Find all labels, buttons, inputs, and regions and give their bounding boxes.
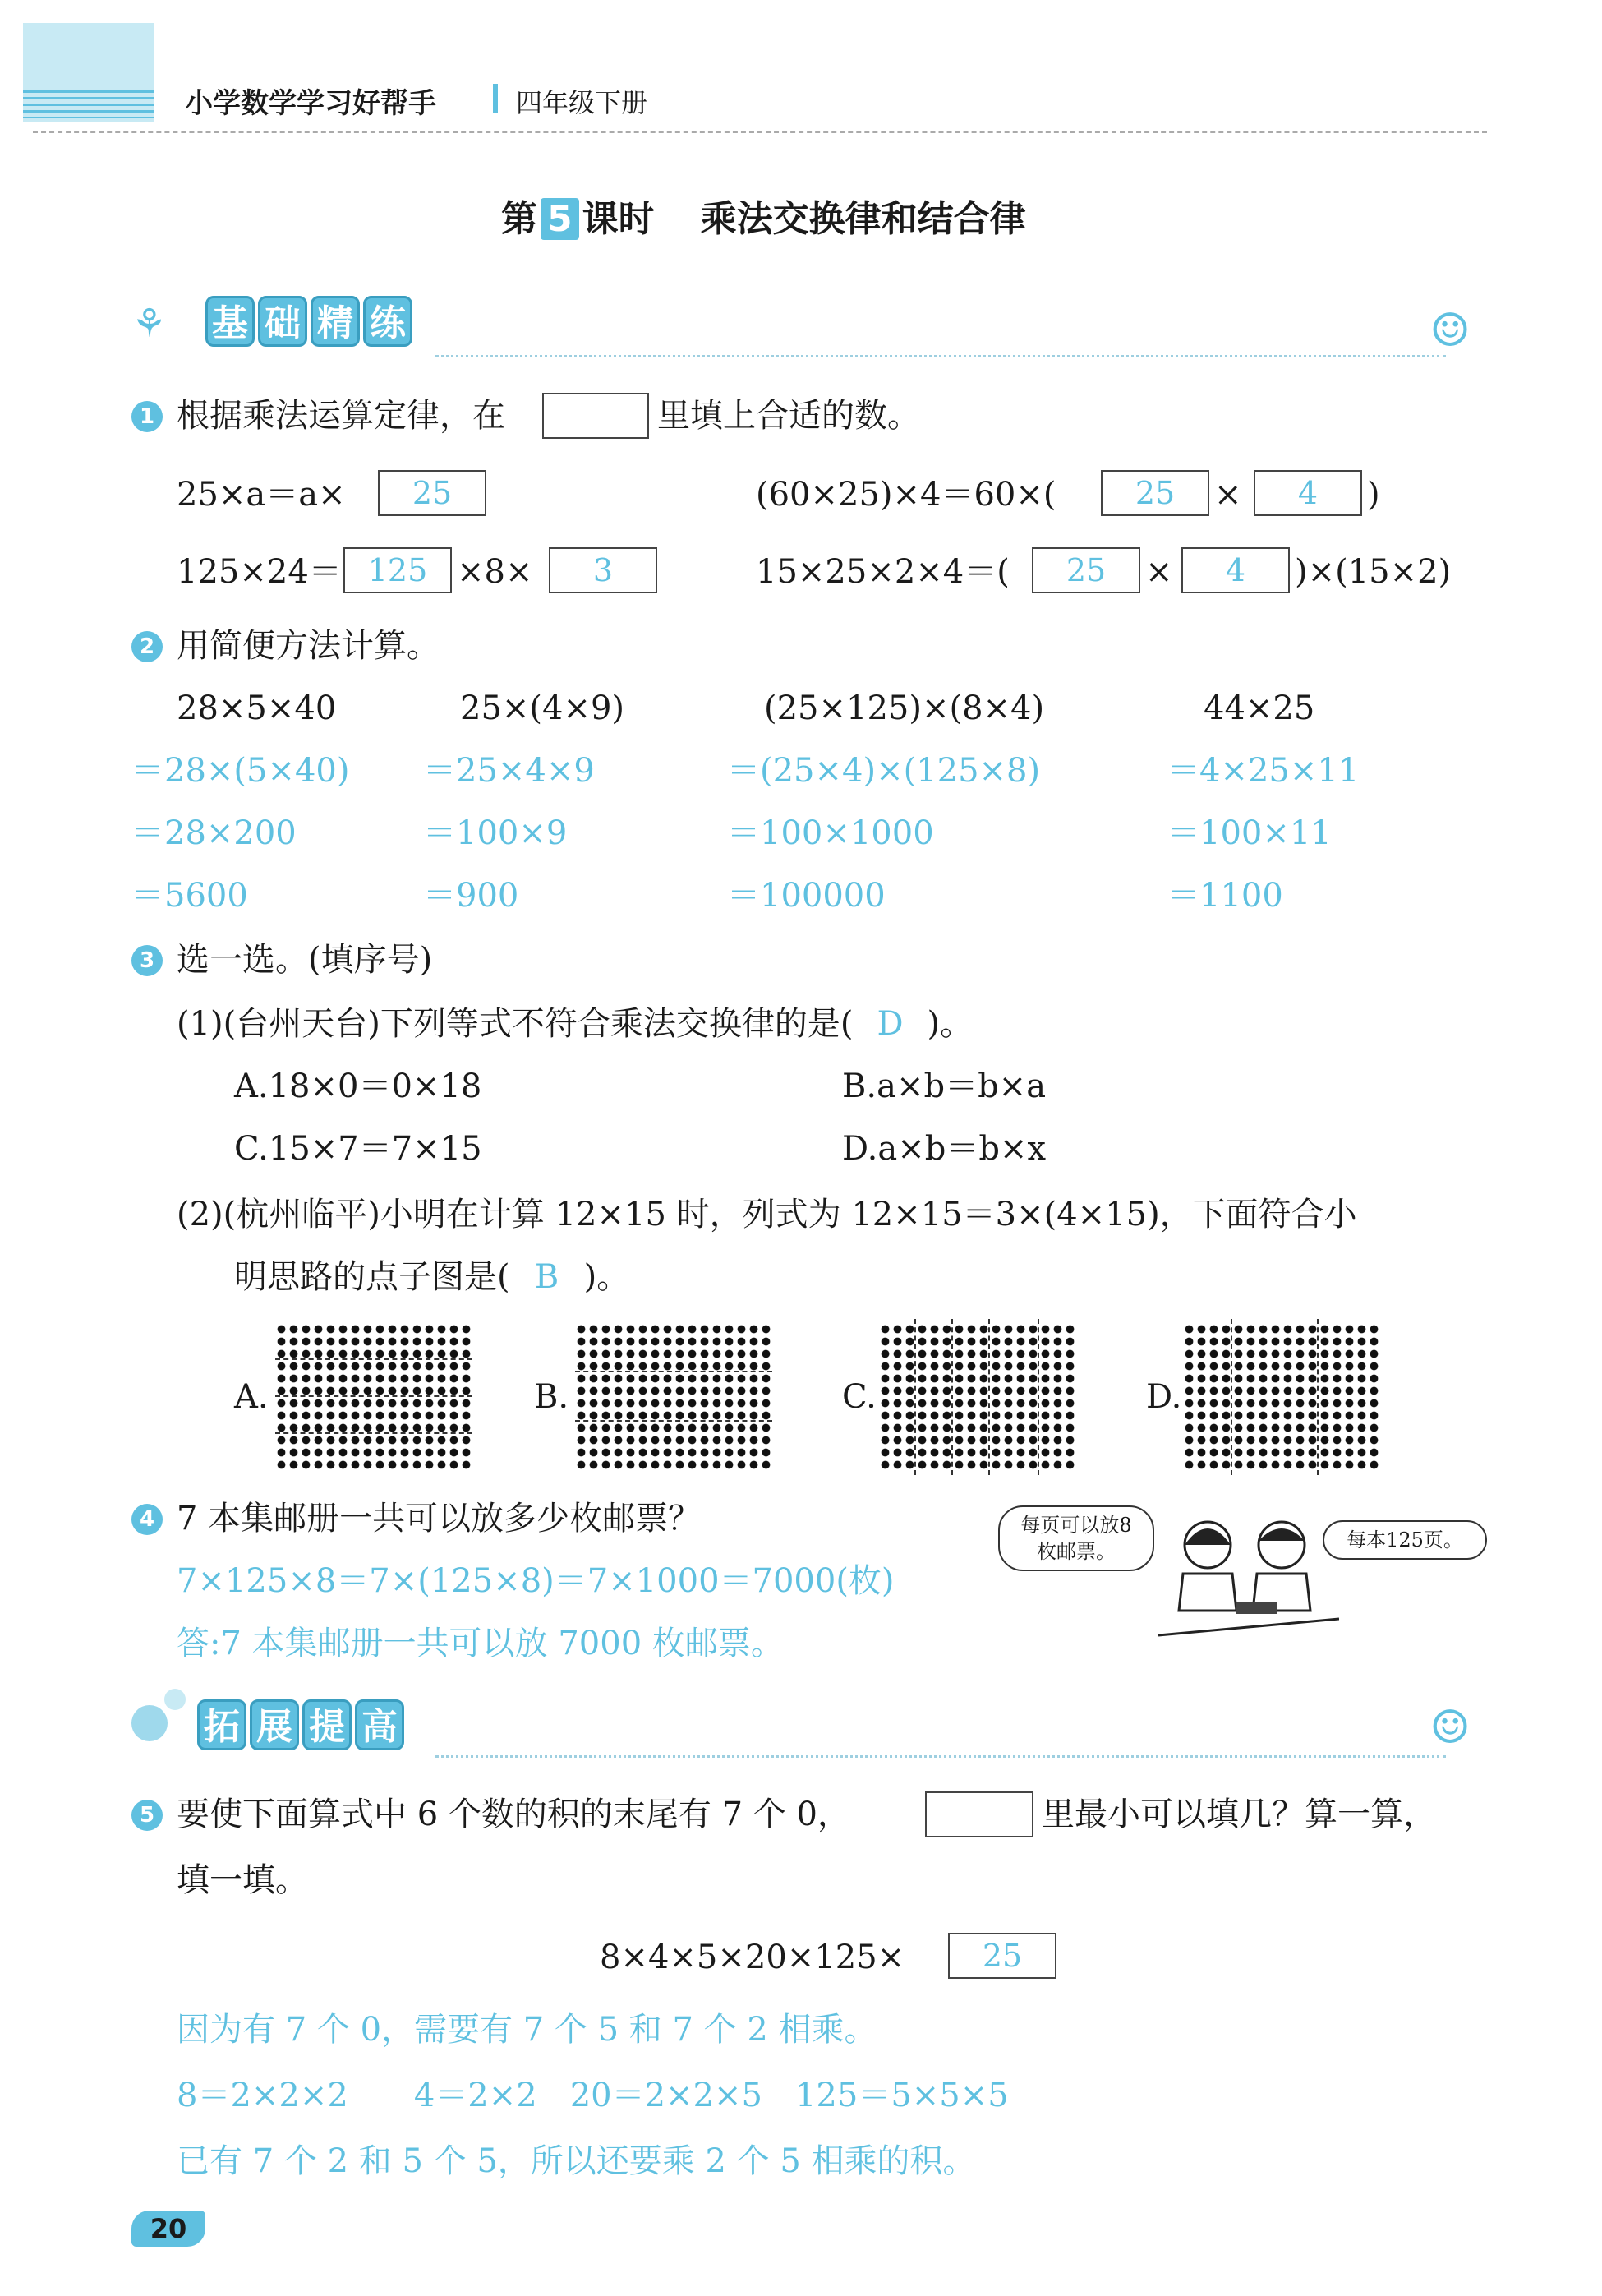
header-stripes	[23, 90, 154, 118]
q5-prompt-a: 要使下面算式中 6 个数的积的末尾有 7 个 0，	[177, 1796, 850, 1833]
section-extend-char: 展	[250, 1699, 299, 1750]
q5-reason3: 已有 7 个 2 和 5 个 5，所以还要乘 2 个 5 相乘的积。	[177, 2142, 976, 2180]
q2-col3-step2: ＝100×1000	[727, 814, 934, 852]
q5-answer: 25	[948, 1933, 1056, 1979]
dot-label-d: D.	[1146, 1378, 1182, 1416]
q1-row2-right-answer2: 4	[1181, 547, 1290, 593]
dot-grid-d-divider	[1317, 1319, 1319, 1475]
children-illustration	[1158, 1512, 1339, 1644]
q2-col2-step3: ＝900	[423, 877, 519, 915]
q2-col4-expr: 44×25	[1204, 689, 1315, 727]
q1-row2-right-answer1: 25	[1032, 547, 1140, 593]
section-basic-char: 精	[311, 296, 360, 347]
q3-sub1-answer: D	[877, 1005, 904, 1043]
q2-col1-step3: ＝5600	[131, 877, 248, 915]
q1-row1-right-mid: ×	[1214, 476, 1242, 514]
dot-grid-a	[275, 1323, 472, 1471]
q1-row2-left-answer2: 3	[549, 547, 657, 593]
q1-row1-right-a: (60×25)×4＝60×(	[756, 476, 1056, 514]
q5-prompt-c: 填一填。	[177, 1861, 308, 1899]
dot-grid-c-divider	[951, 1319, 953, 1475]
dot-label-b: B.	[534, 1378, 569, 1416]
page-number: 20	[131, 2211, 205, 2247]
q5-expression: 8×4×5×20×125×	[600, 1939, 905, 1976]
grade-label: 四年级下册	[516, 87, 648, 118]
q3-sub2-a: 明思路的点子图是(	[234, 1258, 510, 1296]
section-extend-char: 拓	[197, 1699, 246, 1750]
q3-sub2-answer: B	[534, 1258, 559, 1296]
q3-sub2-line1: (2)(杭州临平)小明在计算 12×15 时，列式为 12×15＝3×(4×15)，下面符合小	[177, 1196, 1357, 1233]
lesson-prefix: 第	[501, 198, 537, 240]
dot-grid-c-divider	[1038, 1319, 1039, 1475]
q1-row2-right-end: )×(15×2)	[1295, 553, 1452, 591]
dot-grid-a-divider	[275, 1395, 472, 1397]
q3-number: 3	[131, 945, 163, 976]
dot-grid-d-divider	[1231, 1319, 1232, 1475]
q2-col4-step2: ＝100×11	[1167, 814, 1332, 852]
speech-bubble-left: 每页可以放8枚邮票。	[998, 1505, 1154, 1571]
dot-grid-c-divider	[914, 1319, 916, 1475]
section-extend-rule	[435, 1755, 1446, 1758]
q5-prompt-b: 里最小可以填几？算一算，	[1042, 1796, 1436, 1833]
q2-col1-expr: 28×5×40	[177, 689, 337, 727]
section-basic-badge	[205, 296, 412, 347]
q2-col3-step3: ＝100000	[727, 877, 886, 915]
dot-grid-a-divider	[275, 1432, 472, 1434]
q3-sub1-text	[177, 1003, 973, 1045]
q2-col2-step1: ＝25×4×9	[423, 752, 595, 790]
q1-number: 1	[131, 401, 163, 432]
q1-row2-left-answer1: 125	[343, 547, 452, 593]
section-extend-char: 高	[355, 1699, 404, 1750]
q3-option-b: B.a×b＝b×a	[842, 1067, 1047, 1105]
runner-icon: ☺	[1429, 1701, 1471, 1754]
lesson-name: 乘法交换律和结合律	[700, 198, 1026, 240]
q2-col1-step2: ＝28×200	[131, 814, 297, 852]
runner-icon: ☺	[1429, 304, 1471, 357]
q3-sub1-a: (1)(台州天台)下列等式不符合乘法交换律的是(	[177, 1005, 854, 1043]
q1-prompt-b: 里填上合适的数。	[657, 397, 920, 435]
q3-sub2-b: )。	[583, 1258, 630, 1296]
q2-col1-step1: ＝28×(5×40)	[131, 752, 350, 790]
speech-bubble-right: 每本125页。	[1323, 1520, 1487, 1560]
q2-col4-step1: ＝4×25×11	[1167, 752, 1360, 790]
q3-option-c: C.15×7＝7×15	[234, 1130, 482, 1168]
q3-sub2-line2	[234, 1256, 629, 1298]
dot-grid-b-divider	[575, 1371, 772, 1372]
lesson-title	[501, 189, 1026, 242]
q1-row2-right-a: 15×25×2×4＝(	[756, 553, 1010, 591]
dot-grid-d	[1183, 1323, 1380, 1471]
q3-prompt: 选一选。(填序号)	[177, 941, 433, 979]
q5-reason2: 8＝2×2×2 4＝2×2 20＝2×2×5 125＝5×5×5	[177, 2077, 1009, 2114]
q5-number: 5	[131, 1800, 163, 1831]
lesson-suffix: 课时	[582, 198, 655, 240]
lesson-number: 5	[541, 198, 579, 240]
section-extend-badge	[197, 1699, 404, 1750]
q2-prompt: 用简便方法计算。	[177, 627, 440, 665]
q1-row1-right-answer2: 4	[1254, 470, 1362, 516]
header-separator	[493, 84, 498, 113]
dot-grid-c-divider	[988, 1319, 990, 1475]
q1-row1-left-answer: 25	[378, 470, 486, 516]
dot-grid-b	[575, 1323, 772, 1471]
section-basic-char: 练	[363, 296, 412, 347]
book-title: 小学数学学习好帮手	[185, 87, 436, 120]
dot-label-a: A.	[234, 1378, 269, 1416]
q1-row1-right-answer1: 25	[1101, 470, 1209, 516]
q4-work: 7×125×8＝7×(125×8)＝7×1000＝7000(枚)	[177, 1562, 895, 1600]
section-basic-char: 础	[258, 296, 307, 347]
dot-grid-c	[879, 1323, 1076, 1471]
q1-row2-left-mid: ×8×	[457, 553, 533, 591]
q4-number: 4	[131, 1504, 163, 1535]
q1-row2-left-a: 125×24＝	[177, 553, 342, 591]
section-extend-char: 提	[302, 1699, 352, 1750]
q2-col3-step1: ＝(25×4)×(125×8)	[727, 752, 1041, 790]
header-divider	[33, 131, 1487, 133]
q2-number: 2	[131, 631, 163, 662]
q1-row1-left-expr: 25×a＝a×	[177, 476, 346, 514]
q3-option-a: A.18×0＝0×18	[234, 1067, 482, 1105]
q2-col3-expr: (25×125)×(8×4)	[764, 689, 1045, 727]
q2-col4-step3: ＝1100	[1167, 877, 1283, 915]
q4-prompt: 7 本集邮册一共可以放多少枚邮票？	[177, 1500, 702, 1538]
sprout-icon: ⚘	[131, 301, 168, 347]
q2-col2-step2: ＝100×9	[423, 814, 568, 852]
dot-grid-a-divider	[275, 1358, 472, 1360]
q3-sub1-b: )。	[927, 1005, 974, 1043]
q1-row2-right-mid: ×	[1145, 553, 1173, 591]
dot-grid-b-divider	[575, 1420, 772, 1422]
q1-prompt-a: 根据乘法运算定律，在	[177, 397, 505, 435]
q3-option-d: D.a×b＝b×x	[842, 1130, 1047, 1168]
section-basic-char: 基	[205, 296, 255, 347]
q4-answer: 答:7 本集邮册一共可以放 7000 枚邮票。	[177, 1625, 784, 1662]
q2-col2-expr: 25×(4×9)	[460, 689, 625, 727]
q5-reason1: 因为有 7 个 0，需要有 7 个 5 和 7 个 2 相乘。	[177, 2011, 877, 2049]
q1-sample-box	[542, 393, 649, 439]
q5-sample-box	[925, 1791, 1033, 1837]
section-basic-rule	[435, 355, 1446, 357]
dot-label-c: C.	[842, 1378, 877, 1416]
q1-row1-right-end: )	[1367, 476, 1380, 514]
